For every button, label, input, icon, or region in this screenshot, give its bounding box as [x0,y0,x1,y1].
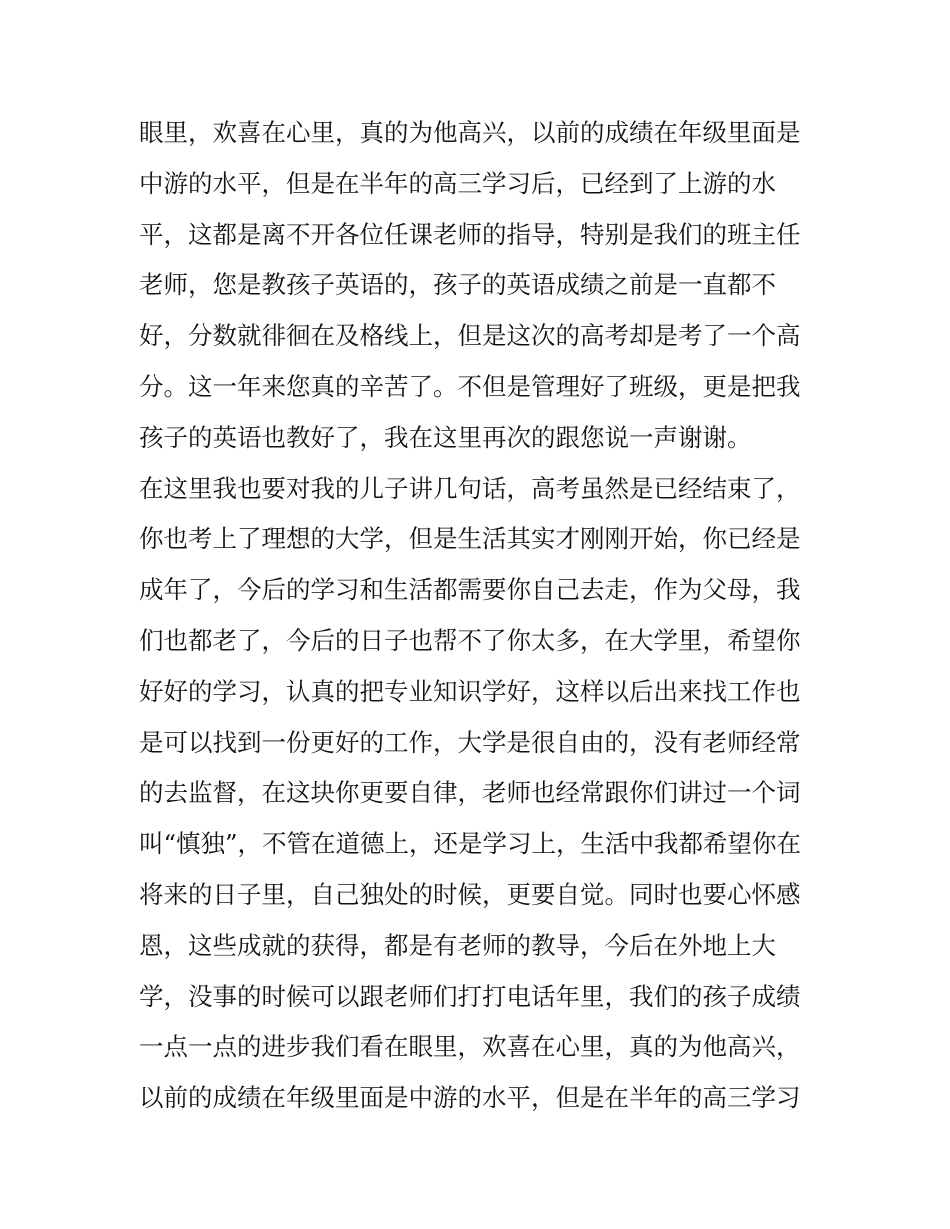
text-line: 好，分数就徘徊在及格线上，但是这次的高考却是考了一个高 [139,321,801,351]
text-line: 老师，您是教孩子英语的，孩子的英语成绩之前是一直都不 [139,270,776,300]
text-line: 的去监督，在这块你更要自律，老师也经常跟你们讲过一个词 [139,778,801,808]
text-line: 学，没事的时候可以跟老师们打打电话年里，我们的孩子成绩 [139,981,801,1011]
body-text [139,108,819,1124]
text-line: 你也考上了理想的大学，但是生活其实才刚刚开始，你已经是 [139,524,801,554]
text-line: 分。这一年来您真的辛苦了。不但是管理好了班级，更是把我 [139,371,801,401]
text-line: 以前的成绩在年级里面是中游的水平，但是在半年的高三学习 [139,1083,801,1113]
text-line: 孩子的英语也教好了，我在这里再次的跟您说一声谢谢。 [139,422,752,452]
text-line: 眼里，欢喜在心里，真的为他高兴，以前的成绩在年级里面是 [139,118,801,147]
text-line: 好好的学习，认真的把专业知识学好，这样以后出来找工作也 [139,676,801,706]
text-line: 中游的水平，但是在半年的高三学习后，已经到了上游的水 [139,168,776,198]
text-line: 是可以找到一份更好的工作，大学是很自由的，没有老师经常 [139,727,801,757]
text-line: 在这里我也要对我的儿子讲几句话，高考虽然是已经结束了， [139,473,801,503]
text-line: 叫“慎独”，不管在道德上，还是学习上，生活中我都希望你在 [139,829,802,859]
text-line: 一点一点的进步我们看在眼里，欢喜在心里，真的为他高兴， [139,1032,801,1062]
text-line: 成年了，今后的学习和生活都需要你自己去走，作为父母，我 [139,575,801,605]
text-line: 将来的日子里，自己独处的时候，更要自觉。同时也要心怀感 [139,879,801,909]
text-line: 恩，这些成就的获得，都是有老师的教导，今后在外地上大 [139,930,776,960]
text-line: 们也都老了，今后的日子也帮不了你太多，在大学里，希望你 [139,625,801,655]
text-line: 平，这都是离不开各位任课老师的指导，特别是我们的班主任 [139,219,801,249]
